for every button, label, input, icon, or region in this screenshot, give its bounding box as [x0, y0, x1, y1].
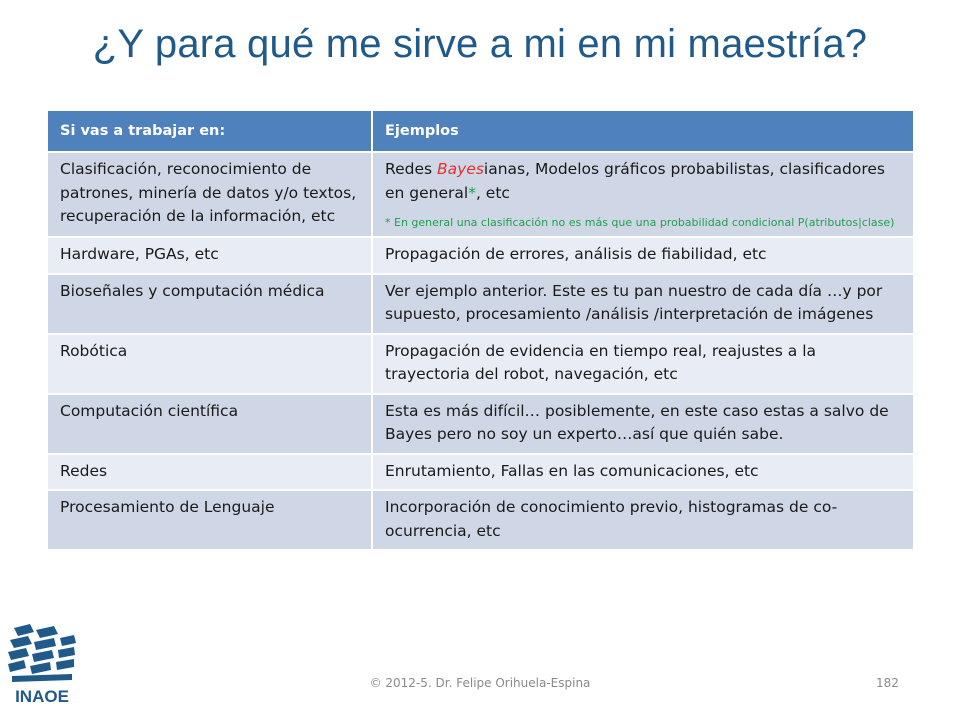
- example-cell: Ver ejemplo anterior. Este es tu pan nuestro de cada día …y por supuesto, procesamiento /análisis /interpretación de imágenes: [372, 274, 913, 334]
- table-row: [48, 152, 913, 237]
- logo-text: INAOE: [15, 687, 69, 706]
- footnote-star: *: [468, 183, 476, 202]
- header-area: Si vas a trabajar en:: [48, 111, 372, 152]
- table-row: [48, 334, 913, 394]
- table-row: [48, 490, 913, 549]
- example-cell: Propagación de errores, análisis de fiabilidad, etc: [372, 237, 913, 274]
- header-examples: Ejemplos: [372, 111, 913, 152]
- slide-title: ¿Y para qué me sirve a mi en mi maestría?: [92, 22, 868, 66]
- example-text-end: , etc: [475, 183, 510, 202]
- example-cell: Enrutamiento, Fallas en las comunicaciones, etc: [372, 454, 913, 491]
- area-cell: Hardware, PGAs, etc: [48, 237, 372, 274]
- table-row: [48, 454, 913, 491]
- area-cell: Procesamiento de Lenguaje: [48, 490, 372, 549]
- example-cell: Propagación de evidencia en tiempo real, reajustes a la trayectoria del robot, navegación, etc: [372, 334, 913, 394]
- inaoe-logo: [4, 618, 80, 718]
- footnote-note: * En general una clasificación no es más que una probabilidad condicional P(atributos|clase): [385, 216, 895, 229]
- table-row: [48, 394, 913, 454]
- area-cell: Computación científica: [48, 394, 372, 454]
- table-header-row: [48, 111, 913, 152]
- example-cell: Esta es más difícil… posiblemente, en este caso estas a salvo de Bayes pero no soy un experto…así que quién sabe.: [372, 394, 913, 454]
- page-number: 182: [876, 676, 899, 690]
- area-cell: Redes: [48, 454, 372, 491]
- footer-copyright: © 2012-5. Dr. Felipe Orihuela-Espina: [369, 676, 591, 690]
- table-row: [48, 274, 913, 334]
- bayes-highlight: Bayes: [437, 160, 484, 178]
- example-text-start: Redes: [385, 160, 437, 178]
- table-row: [48, 237, 913, 274]
- example-cell: Incorporación de conocimiento previo, histogramas de co-ocurrencia, etc: [372, 490, 913, 549]
- area-cell: Robótica: [48, 334, 372, 394]
- area-cell: Clasificación, reconocimiento de patrones, minería de datos y/o textos, recuperación de la información, etc: [48, 152, 372, 237]
- example-text-middle: ianas, Modelos gráficos probabilistas, clasificadores en general: [385, 160, 885, 202]
- example-cell: [372, 152, 913, 237]
- area-cell: Bioseñales y computación médica: [48, 274, 372, 334]
- examples-table: [48, 111, 913, 549]
